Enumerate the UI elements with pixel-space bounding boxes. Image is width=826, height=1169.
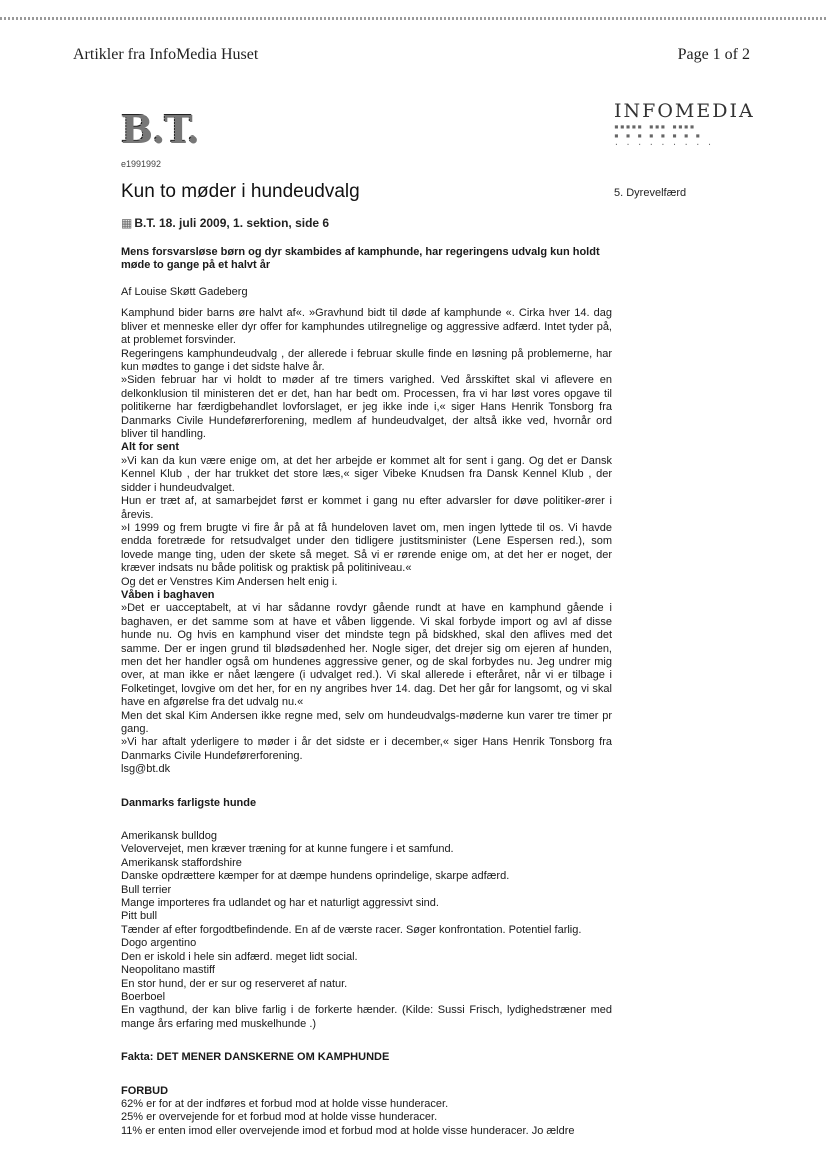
article-lead: Mens forsvarsløse børn og dyr skambides af kamphunde, har regeringens udvalg kun holdt møde to gange på et halvt år — [121, 246, 600, 271]
article-category: 5. Dyrevelfærd — [614, 187, 687, 199]
infomedia-logo-text: INFOMEDIA — [614, 100, 755, 122]
paragraph: »Vi kan da kun være enige om, at det her arbejde er kommet alt for sent i gang. Og det er Dansk Kennel Klub , der har trukket det store læs,« siger Vibeke Knudsen fra Dansk Kennel Klub , der sidder i hundeudvalget. — [121, 454, 612, 494]
list-item: Danske opdrættere kæmper for at dæmpe hundens oprindelige, skarpe adfærd. — [121, 870, 510, 883]
list-item: Amerikansk bulldog — [121, 830, 217, 843]
subheading: Våben i baghaven — [121, 588, 215, 601]
list-item: En vagthund, der kan blive farlig i de forkerte hænder. (Kilde: Sussi Frisch, lydighedstræner med mange års erfaring med muskelhunde .) — [121, 1004, 612, 1030]
infomedia-logo — [614, 100, 755, 149]
subheading: Alt for sent — [121, 441, 180, 454]
list-item: Neopolitano mastiff — [121, 964, 215, 977]
paragraph: Regeringens kamphundeudvalg , der allerede i februar skulle finde en løsning på problemerne, har kun mødtes to gange i det sidste halve år. — [121, 347, 612, 374]
print-header-title: Artikler fra InfoMedia Huset — [73, 46, 259, 63]
article-body — [121, 246, 612, 1138]
paragraph: »Siden februar har vi holdt to møder af tre timers varighed. Ved årsskiftet skal vi aflevere en delkonklusion til ministeren det er det, han har bedt om. Processen, fra vi har løst vores opgave til politikerne har færdigbehandlet lovforslaget, er jeg ikke inde i,« siger Hans Henrik Tonsborg fra Danmarks Civile Hundeførerforening, medlem af hundeudvalget, der altså ikke ved, hvornår ord bliver til handling. — [121, 374, 612, 441]
article-title: Kun to møder i hundeudvalg — [121, 181, 360, 202]
paragraph: Kamphund bider barns øre halvt af«. »Gravhund bidt til døde af kamphunde «. Cirka hver 14. dag bliver et menneske eller dyr offer for kamphundes utilregnelige og aggressive adfærd. Intet tyder på, at problemet forsvinder. — [121, 307, 612, 347]
paragraph: »I 1999 og frem brugte vi fire år på at få hundeloven lavet om, men ingen lyttede til os. Vi havde endda foretræde for retsudvalget under den tidligere justitsminister (Lene Espersen red.), som lovede mange ting, uden der skete så meget. Så vi er rørende enige om, at det her er noget, der kræver indsats nu både politisk og praktisk på politiniveau.« — [121, 521, 612, 575]
newspaper-icon: ▦ — [121, 216, 133, 230]
list-item: Tænder af efter forgodtbefindende. En af de værste racer. Søger konfrontation. Potentiel farlig. — [121, 923, 582, 936]
list-item: Pitt bull — [121, 910, 158, 923]
list-item: En stor hund, der er sur og reserveret af natur. — [121, 977, 348, 990]
paragraph: »Vi har aftalt yderligere to møder i år det sidste er i december,« siger Hans Henrik Tonsborg fra Danmarks Civile Hundeførerforening. — [121, 736, 612, 762]
facts-subheading: FORBUD — [121, 1084, 169, 1097]
spacer — [121, 1031, 612, 1051]
top-dotted-rule — [0, 17, 826, 20]
paragraph: »Det er uacceptabelt, at vi har sådanne rovdyr gående rundt at have en kamphund gående i baghaven, er det samme som at have et våben liggende. Vi skal forbyde import og avl af disse hunde nu. Og hvis en kamphund viser det mindste tegn på bidskhed, skal den aflives med det samme. Der er ingen grund til blødsødenhed her. Nogle siger, det drejer sig om ejeren af hunden, men det her handler også om hundenes aggressive gener, og de skal forbydes nu. Jeg undrer mig over, at man ikke er nået længere (i udvalget red.). Vi skal allerede i efteråret, når vi er tilbage i Folketinget, lovgive om det her, for en ny angribes hver 14. dag. Det her går for langsomt, og vi skal have en afgørelse fra det udvalg nu.« — [121, 602, 612, 709]
list-item: Dogo argentino — [121, 937, 197, 950]
dogs-heading: Danmarks farligste hunde — [121, 796, 257, 809]
facts-heading: Fakta: DET MENER DANSKERNE OM KAMPHUNDE — [121, 1051, 390, 1064]
list-item: Amerikansk staffordshire — [121, 856, 242, 869]
paragraph: Hun er træt af, at samarbejdet først er kommet i gang nu efter advarsler for døve politiker-ører i årevis. — [121, 495, 612, 521]
article-byline: Af Louise Skøtt Gadeberg — [121, 286, 248, 298]
list-item: Den er iskold i hele sin adfærd. meget lidt social. — [121, 950, 358, 963]
fact-line: 62% er for at der indføres et forbud mod at holde visse hunderacer. — [121, 1097, 449, 1110]
infomedia-logo-dots: ▪▪▪▪▪ ▪▪▪ ▪▪▪▪ ▪ ▪ ▪ ▪ ▪ ▪ ▪ ▪ · · · · · · · · · — [614, 122, 713, 149]
spacer — [121, 810, 612, 830]
list-item: Bull terrier — [121, 883, 172, 896]
list-item: Boerboel — [121, 990, 166, 1003]
spacer — [121, 1065, 612, 1085]
author-email: lsg@bt.dk — [121, 763, 171, 776]
paragraph: Og det er Venstres Kim Andersen helt enig i. — [121, 575, 338, 588]
list-item: Mange importeres fra udlandet og har et naturligt aggressivt sind. — [121, 897, 439, 910]
article-source — [121, 216, 329, 230]
bt-logo: B.T. — [120, 106, 198, 151]
list-item: Velovervejet, men kræver træning for at kunne fungere i et samfund. — [121, 843, 454, 856]
fact-line: 11% er enten imod eller overvejende imod et forbud mod at holde visse hunderacer. Jo ældre — [121, 1124, 575, 1137]
spacer — [121, 777, 612, 797]
paragraph: Men det skal Kim Andersen ikke regne med, selv om hundeudvalgs-møderne kun varer tre timer pr gang. — [121, 709, 612, 735]
page-number: Page 1 of 2 — [677, 46, 750, 63]
source-text: B.T. 18. juli 2009, 1. sektion, side 6 — [134, 216, 330, 230]
fact-line: 25% er overvejende for et forbud mod at holde visse hunderacer. — [121, 1111, 438, 1124]
dogs-list — [121, 830, 612, 1031]
document-id: e1991992 — [121, 159, 162, 169]
